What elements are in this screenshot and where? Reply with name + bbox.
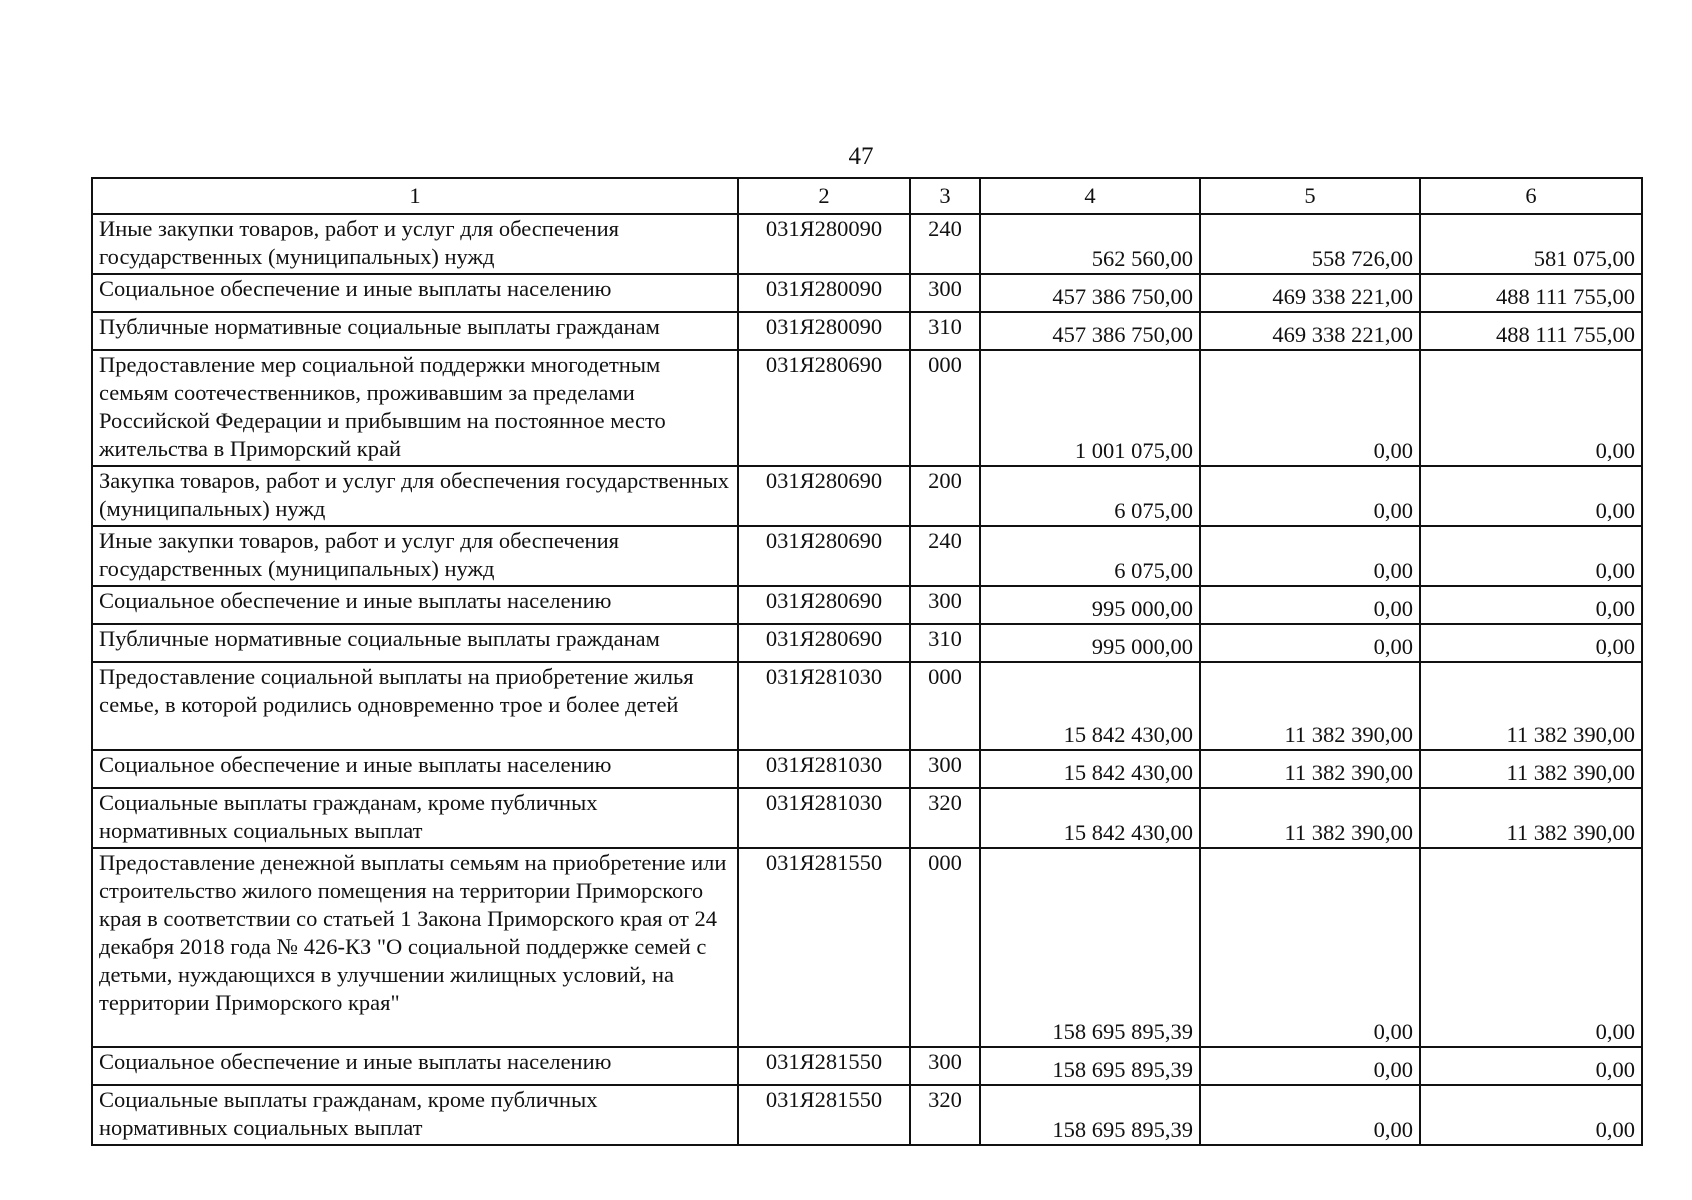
table-row [92, 1047, 1642, 1085]
row-target-code: 031Я281550 [738, 848, 910, 1047]
row-amount-5: 0,00 [1200, 350, 1420, 466]
row-amount-6: 581 075,00 [1420, 214, 1642, 274]
row-name: Социальное обеспечение и иные выплаты населению [92, 274, 738, 312]
row-amount-4: 1 001 075,00 [980, 350, 1200, 466]
row-target-code: 031Я280690 [738, 466, 910, 526]
header-col-6: 6 [1420, 178, 1642, 214]
table-row [92, 214, 1642, 274]
header-col-1: 1 [92, 178, 738, 214]
row-expense-type: 310 [910, 312, 980, 350]
row-amount-4: 995 000,00 [980, 586, 1200, 624]
row-name: Предоставление денежной выплаты семьям на приобретение или строительство жилого помещения на территории Приморского края в соответствии со статьей 1 Закона Приморского края от 24 декабря 2018 года № 426-КЗ "О социальной поддержке семей с детьми, нуждающихся в улучшении жилищных условий, на территории Приморского края" [92, 848, 738, 1047]
row-target-code: 031Я281030 [738, 750, 910, 788]
row-amount-5: 469 338 221,00 [1200, 312, 1420, 350]
row-amount-5: 558 726,00 [1200, 214, 1420, 274]
table-row [92, 586, 1642, 624]
header-col-2: 2 [738, 178, 910, 214]
row-amount-6: 0,00 [1420, 586, 1642, 624]
row-amount-6: 0,00 [1420, 1047, 1642, 1085]
header-col-3: 3 [910, 178, 980, 214]
row-name: Социальное обеспечение и иные выплаты населению [92, 1047, 738, 1085]
row-amount-4: 158 695 895,39 [980, 848, 1200, 1047]
row-amount-6: 0,00 [1420, 1085, 1642, 1145]
row-target-code: 031Я280690 [738, 350, 910, 466]
row-name: Социальное обеспечение и иные выплаты населению [92, 586, 738, 624]
table-row [92, 312, 1642, 350]
row-expense-type: 300 [910, 1047, 980, 1085]
row-amount-4: 457 386 750,00 [980, 274, 1200, 312]
row-amount-6: 488 111 755,00 [1420, 312, 1642, 350]
row-name: Социальное обеспечение и иные выплаты населению [92, 750, 738, 788]
row-name: Публичные нормативные социальные выплаты гражданам [92, 624, 738, 662]
row-amount-6: 0,00 [1420, 466, 1642, 526]
row-expense-type: 240 [910, 526, 980, 586]
row-target-code: 031Я280090 [738, 274, 910, 312]
row-expense-type: 240 [910, 214, 980, 274]
row-target-code: 031Я280690 [738, 586, 910, 624]
row-name: Предоставление социальной выплаты на приобретение жилья семье, в которой родились одновременно трое и более детей [92, 662, 738, 750]
table-row [92, 848, 1642, 1047]
row-amount-5: 0,00 [1200, 1085, 1420, 1145]
table-row [92, 1085, 1642, 1145]
row-name: Иные закупки товаров, работ и услуг для обеспечения государственных (муниципальных) нужд [92, 526, 738, 586]
page-number: 47 [848, 143, 874, 170]
row-amount-6: 11 382 390,00 [1420, 750, 1642, 788]
row-amount-4: 15 842 430,00 [980, 662, 1200, 750]
row-amount-6: 11 382 390,00 [1420, 788, 1642, 848]
row-amount-6: 0,00 [1420, 526, 1642, 586]
row-target-code: 031Я281030 [738, 662, 910, 750]
table-row [92, 274, 1642, 312]
row-amount-6: 488 111 755,00 [1420, 274, 1642, 312]
row-amount-5: 0,00 [1200, 624, 1420, 662]
budget-table [91, 177, 1643, 1146]
row-amount-5: 0,00 [1200, 848, 1420, 1047]
row-expense-type: 300 [910, 750, 980, 788]
table-row [92, 350, 1642, 466]
row-expense-type: 320 [910, 1085, 980, 1145]
row-name: Иные закупки товаров, работ и услуг для обеспечения государственных (муниципальных) нужд [92, 214, 738, 274]
row-amount-4: 457 386 750,00 [980, 312, 1200, 350]
row-amount-4: 158 695 895,39 [980, 1047, 1200, 1085]
row-expense-type: 200 [910, 466, 980, 526]
row-name: Социальные выплаты гражданам, кроме публичных нормативных социальных выплат [92, 1085, 738, 1145]
row-target-code: 031Я280690 [738, 526, 910, 586]
table-row [92, 466, 1642, 526]
row-amount-5: 469 338 221,00 [1200, 274, 1420, 312]
row-target-code: 031Я280090 [738, 312, 910, 350]
table-row [92, 750, 1642, 788]
row-expense-type: 000 [910, 350, 980, 466]
table-row [92, 788, 1642, 848]
row-target-code: 031Я281550 [738, 1047, 910, 1085]
header-col-4: 4 [980, 178, 1200, 214]
row-amount-5: 0,00 [1200, 466, 1420, 526]
row-target-code: 031Я281030 [738, 788, 910, 848]
row-target-code: 031Я280090 [738, 214, 910, 274]
row-amount-6: 0,00 [1420, 848, 1642, 1047]
row-amount-4: 6 075,00 [980, 526, 1200, 586]
row-amount-5: 0,00 [1200, 1047, 1420, 1085]
table-row [92, 624, 1642, 662]
row-amount-5: 11 382 390,00 [1200, 788, 1420, 848]
row-expense-type: 000 [910, 662, 980, 750]
row-amount-5: 0,00 [1200, 586, 1420, 624]
row-expense-type: 300 [910, 274, 980, 312]
row-amount-4: 158 695 895,39 [980, 1085, 1200, 1145]
row-expense-type: 300 [910, 586, 980, 624]
row-amount-4: 995 000,00 [980, 624, 1200, 662]
table-row [92, 662, 1642, 750]
row-amount-4: 15 842 430,00 [980, 750, 1200, 788]
row-amount-4: 15 842 430,00 [980, 788, 1200, 848]
row-amount-6: 0,00 [1420, 350, 1642, 466]
row-amount-6: 11 382 390,00 [1420, 662, 1642, 750]
row-amount-5: 11 382 390,00 [1200, 750, 1420, 788]
row-target-code: 031Я280690 [738, 624, 910, 662]
row-target-code: 031Я281550 [738, 1085, 910, 1145]
row-expense-type: 310 [910, 624, 980, 662]
row-expense-type: 320 [910, 788, 980, 848]
row-name: Социальные выплаты гражданам, кроме публичных нормативных социальных выплат [92, 788, 738, 848]
header-row [92, 178, 1642, 214]
row-amount-4: 6 075,00 [980, 466, 1200, 526]
row-name: Публичные нормативные социальные выплаты гражданам [92, 312, 738, 350]
row-amount-4: 562 560,00 [980, 214, 1200, 274]
row-name: Закупка товаров, работ и услуг для обеспечения государственных (муниципальных) нужд [92, 466, 738, 526]
row-amount-5: 0,00 [1200, 526, 1420, 586]
row-name: Предоставление мер социальной поддержки многодетным семьям соотечественников, проживавшим за пределами Российской Федерации и прибывшим на постоянное место жительства в Приморский край [92, 350, 738, 466]
table-row [92, 526, 1642, 586]
row-expense-type: 000 [910, 848, 980, 1047]
header-col-5: 5 [1200, 178, 1420, 214]
row-amount-6: 0,00 [1420, 624, 1642, 662]
row-amount-5: 11 382 390,00 [1200, 662, 1420, 750]
